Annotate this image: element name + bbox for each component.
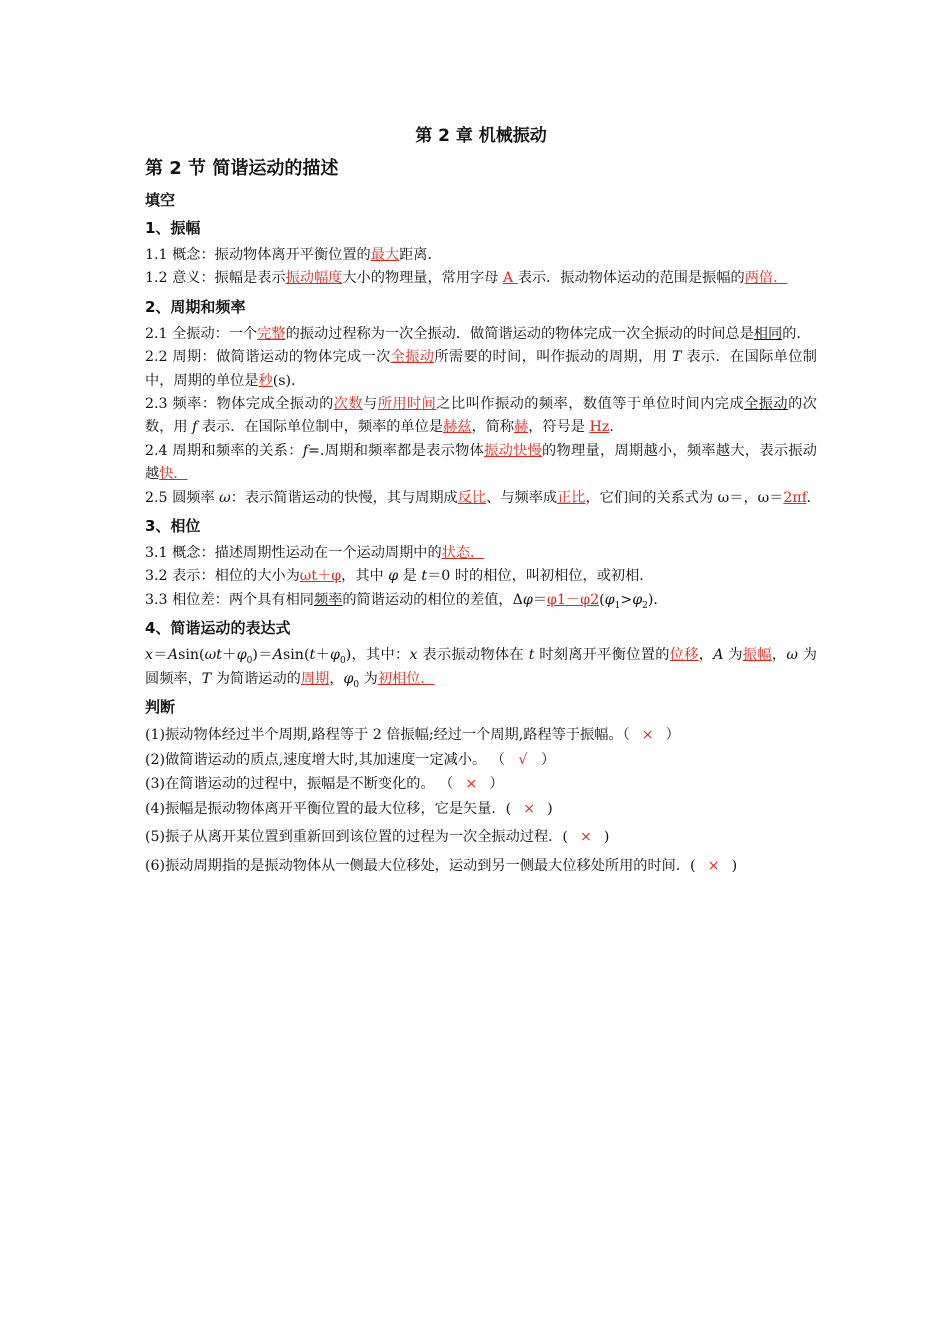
text: 3.3 相位差：两个具有相同 <box>145 591 314 608</box>
text: 所需要的时间，叫作振动的周期，用 <box>434 349 673 366</box>
text: ：表示简谐运动的快慢，其与周期成 <box>230 489 458 506</box>
text: 是 <box>398 568 422 585</box>
answer-blank: 完整 <box>257 325 286 342</box>
judge-end: ） <box>665 727 680 744</box>
cross-mark-icon: × <box>707 858 720 875</box>
text: 的振动过程称为一次全振动．做简谐运动的物体完成一次全振动的时间总是 <box>285 325 754 342</box>
symbol: t <box>528 647 535 664</box>
subscript: 1 <box>614 600 621 611</box>
underlined-text: 全振动 <box>744 396 789 413</box>
judge-end: ) <box>603 829 610 846</box>
symbol: φ <box>522 591 533 608</box>
text: 的物理量，周期越小，频率越大，表示振动越 <box>145 442 817 483</box>
text: 2.2 周期：做简谐运动的物体完成一次 <box>145 349 391 366</box>
text: 时刻离开平衡位置的 <box>534 647 670 664</box>
judge-text: (3)在简谐运动的过程中，振幅是不断变化的。 （ <box>145 776 454 793</box>
symbol: x <box>145 647 154 664</box>
heading-period-frequency: 2、周期和频率 <box>145 297 246 316</box>
underlined-text: 频率 <box>313 591 343 608</box>
symbol: φ <box>604 591 615 608</box>
section-title: 第 2 节 简谐运动的描述 <box>145 158 339 179</box>
text: 1.2 意义：振幅是表示 <box>145 270 286 287</box>
document-content <box>145 122 817 879</box>
text: 2.5 圆频率 <box>145 489 220 506</box>
text: ， <box>698 647 714 664</box>
answer-blank: 赫兹 <box>443 419 472 436</box>
paragraph-1-1 <box>145 244 817 267</box>
answer-blank: A <box>502 270 518 287</box>
text: 表示．振动物体运动的范围是振幅的 <box>517 270 745 287</box>
text: 、与频率成 <box>486 489 558 506</box>
text: 大小的物理量，常用字母 <box>342 270 503 287</box>
symbol: f <box>192 419 198 436</box>
judge-end: ） <box>489 776 504 793</box>
text: ＋ <box>315 647 331 664</box>
subscript: 0 <box>339 656 346 667</box>
answer-blank: 位移 <box>669 647 699 664</box>
paragraph-2-5 <box>145 487 817 510</box>
text: 的次数，用 <box>145 396 817 436</box>
heading-phase: 3、相位 <box>145 517 201 536</box>
text: 的简谐运动的相位的差值，Δ <box>342 591 523 608</box>
cross-mark-icon: × <box>465 776 478 793</box>
text: )． <box>647 591 668 608</box>
symbol: φ <box>236 647 247 664</box>
text: 3.1 概念：描述周期性运动在一个运动周期中的 <box>145 545 442 562</box>
text: )＝ <box>252 647 273 664</box>
judge-end: ) <box>547 800 553 817</box>
cross-mark-icon: × <box>641 727 654 744</box>
text: ， <box>329 670 344 687</box>
text: 表示．在国际单位制中，频率的单位是 <box>197 419 444 436</box>
answer-blank: 赫 <box>514 419 529 436</box>
judge-text: (1)振动物体经过半个周期,路程等于 2 倍振幅;经过一个周期,路程等于振幅。（ <box>145 727 630 744</box>
answer-blank: 振动幅度 <box>285 270 343 287</box>
judge-end: ） <box>540 751 556 768</box>
text: ＝0 时的相位，叫初相位，或初相． <box>427 568 654 585</box>
text: ，它们间的关系式为 ω＝，ω＝ <box>585 489 784 506</box>
symbol: φ <box>388 568 399 585</box>
cross-mark-icon: × <box>579 829 592 846</box>
heading-amplitude: 1、振幅 <box>145 219 201 237</box>
text: 为 <box>723 647 743 664</box>
symbol: ω <box>786 647 798 664</box>
symbol: A <box>272 647 283 664</box>
check-mark-icon: √ <box>518 751 528 768</box>
judge-item-4 <box>145 797 817 822</box>
subscript: 2 <box>642 600 648 611</box>
answer-blank: 初相位． <box>377 670 435 687</box>
text: 的． <box>782 325 811 342</box>
subscript: 0 <box>353 679 360 690</box>
chapter-title: 第 2 章 机械振动 <box>415 126 547 146</box>
symbol: f <box>302 442 309 459</box>
answer-blank: 快． <box>159 466 188 483</box>
paragraph-3-3 <box>145 589 817 612</box>
text: 与 <box>363 396 378 413</box>
answer-blank: 反比 <box>457 489 487 506</box>
judge-item-2 <box>145 748 817 773</box>
part-judge-heading: 判断 <box>145 698 176 717</box>
text: =.周期和频率都是表示物体 <box>308 442 485 459</box>
text: 之比叫作振动的频率，数值等于单位时间内完成 <box>436 396 745 413</box>
text: > <box>620 591 633 608</box>
paragraph-4-1 <box>145 644 817 691</box>
text: 为 <box>359 670 378 687</box>
text: ( <box>599 591 605 608</box>
symbol: A <box>167 647 179 664</box>
answer-blank: 所用时间 <box>377 396 437 413</box>
judge-text: (4)振幅是振动物体离开平衡位置的最大位移，它是矢量．( <box>145 800 512 817</box>
paragraph-2-4 <box>145 440 817 487</box>
text: 为简谐运动的 <box>211 670 301 687</box>
text: ， <box>771 647 787 664</box>
symbol: t <box>421 568 428 585</box>
symbol: φ <box>330 647 340 664</box>
symbol: x <box>409 647 418 664</box>
judge-text: (2)做简谐运动的质点,速度增大时,其加速度一定减小。 （ <box>145 751 505 768</box>
text: ＝ <box>153 647 168 664</box>
subscript: 0 <box>246 656 253 667</box>
text: 2.3 频率：物体完成全振动的 <box>145 396 334 413</box>
paragraph-2-1 <box>145 323 817 346</box>
answer-blank: 状态． <box>441 545 485 562</box>
text: (s)． <box>272 372 306 389</box>
symbol: T <box>672 349 682 366</box>
symbol: ωt <box>204 647 222 664</box>
judge-text: (5)振子从离开某位置到重新回到该位置的过程为一次全振动过程．( <box>145 829 568 846</box>
answer-blank: 2πf <box>783 489 807 506</box>
text: . <box>609 419 614 436</box>
text: 2.4 周期和频率的关系： <box>145 442 303 459</box>
text: ，符号是 <box>528 419 590 436</box>
judge-item-3 <box>145 772 817 797</box>
cross-mark-icon: × <box>523 800 536 817</box>
symbol: A <box>713 647 724 664</box>
paragraph-3-1 <box>145 542 817 565</box>
answer-blank: 振动快慢 <box>484 442 543 459</box>
answer-blank: 最大 <box>370 247 400 263</box>
paragraph-3-2 <box>145 565 817 588</box>
text: ，其中 <box>341 568 389 585</box>
answer-blank: ωt＋φ <box>299 568 342 585</box>
text: ，简称 <box>471 419 515 436</box>
part-fill-heading: 填空 <box>145 191 176 209</box>
symbol: t <box>309 647 316 664</box>
judge-end: ) <box>731 858 738 875</box>
answer-blank: 秒 <box>258 372 273 389</box>
answer-blank: 正比 <box>557 489 586 506</box>
text: 表示振动物体在 <box>417 647 529 664</box>
paragraph-2-2 <box>145 346 817 393</box>
paragraph-2-3 <box>145 393 817 440</box>
symbol: T <box>201 670 212 687</box>
text: ＝ <box>532 591 547 608</box>
symbol: φ <box>632 591 643 608</box>
text: 为圆频率， <box>145 647 817 687</box>
heading-expression: 4、简谐运动的表达式 <box>145 619 291 638</box>
text: sin( <box>178 647 205 664</box>
text: )，其中： <box>345 647 410 664</box>
symbol: ω <box>219 489 231 506</box>
answer-blank: Hz <box>589 419 610 436</box>
paragraph-1-2 <box>145 267 817 290</box>
judge-item-5 <box>145 825 817 850</box>
text: . <box>806 489 812 506</box>
underlined-text: 相同 <box>753 325 783 342</box>
judge-text: (6)振动周期指的是振动物体从一侧最大位移处，运动到另一侧最大位移处所用的时间．( <box>145 858 696 875</box>
answer-blank: 次数 <box>333 396 364 413</box>
text: 距离． <box>399 247 442 263</box>
answer-blank: 两倍． <box>744 270 788 287</box>
answer-blank: 全振动 <box>390 349 435 366</box>
text: 表示．在国际单位制中，周期的单位是 <box>145 349 817 389</box>
judge-item-1 <box>145 723 817 748</box>
text: 3.2 表示：相位的大小为 <box>145 568 300 585</box>
answer-blank: 周期 <box>300 670 330 687</box>
text: 1.1 概念：振动物体离开平衡位置的 <box>145 247 371 263</box>
text: sin( <box>282 647 310 664</box>
text: 2.1 全振动：一个 <box>145 325 258 342</box>
answer-blank: φ1－φ2 <box>546 591 600 608</box>
symbol: φ <box>343 670 354 687</box>
answer-blank: 振幅 <box>742 647 772 664</box>
judge-item-6 <box>145 854 817 879</box>
text: ＋ <box>221 647 237 664</box>
